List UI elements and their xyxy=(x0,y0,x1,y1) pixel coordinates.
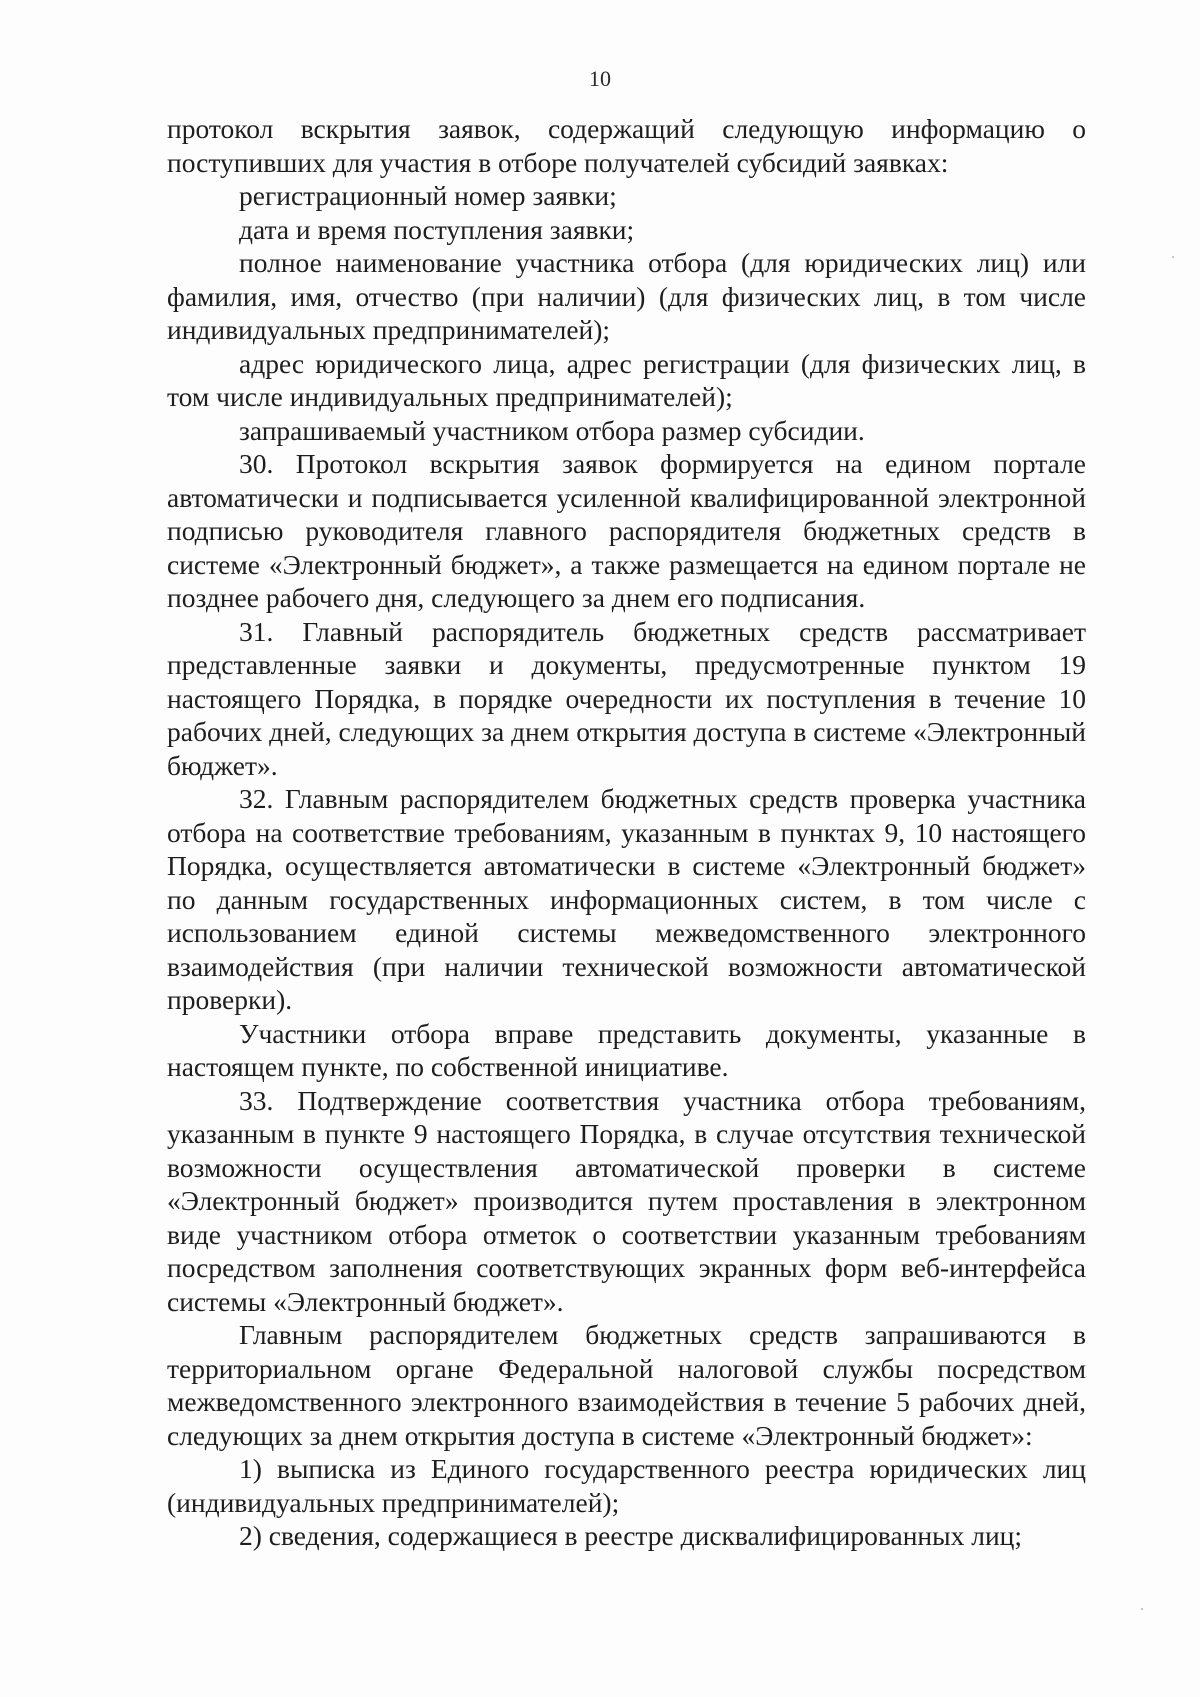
paragraph-protocol-intro: протокол вскрытия заявок, содержащий следующую информацию о поступивших для участия в отборе получателей субсидий заявках: xyxy=(167,113,1086,178)
paragraph-address: адрес юридического лица, адрес регистрации (для физических лиц, в том числе индивидуальных предпринимателей); xyxy=(167,347,1086,412)
paragraph-full-name: полное наименование участника отбора (для юридических лиц) или фамилия, имя, отчество (при наличии) (для физических лиц, в том числе индивидуальных предпринимателей); xyxy=(167,247,1086,345)
paragraph-item-30: 30. Протокол вскрытия заявок формируется на едином портале автоматически и подписывается усиленной квалифицированной электронной подписью руководителя главного распорядителя бюджетных средств в системе «Электронный бюджет», а также размещается на едином портале не позднее рабочего дня, следующего за днем его подписания. xyxy=(167,448,1086,613)
scan-speck xyxy=(1141,1608,1143,1610)
scan-speck xyxy=(1172,256,1174,258)
paragraph-item-33: 33. Подтверждение соответствия участника отбора требованиям, указанным в пункте 9 настоящего Порядка, в случае отсутствия технической возможности осуществления автоматической проверки в системе «Электронный бюджет» производится путем проставления в электронном виде участником отбора отметок о соответствии указанным требованиям посредством заполнения соответствующих экранных форм веб-интерфейса системы «Электронный бюджет». xyxy=(167,1084,1086,1317)
paragraph-item-31: 31. Главный распорядитель бюджетных средств рассматривает представленные заявки и документы, предусмотренные пунктом 19 настоящего Порядка, в порядке очередности их поступления в течение 10 рабочих дней, следующих за днем открытия доступа в системе «Электронный бюджет». xyxy=(167,615,1086,781)
page-number: 10 xyxy=(589,66,611,91)
paragraph-subsidy-size: запрашиваемый участником отбора размер субсидии. xyxy=(239,414,865,446)
paragraph-tax-request: Главным распорядителем бюджетных средств запрашиваются в территориальном органе Федеральной налоговой службы посредством межведомственного электронного взаимодействия в течение 5 рабочих дней, следующих за днем открытия доступа в системе «Электронный бюджет»: xyxy=(167,1319,1086,1451)
paragraph-item-32: 32. Главным распорядителем бюджетных средств проверка участника отбора на соответствие требованиям, указанным в пунктах 9, 10 настоящего Порядка, осуществляется автоматически в системе «Электронный бюджет» по данным государственных информационных систем, в том числе с использованием единой системы межведомственного электронного взаимодействия (при наличии технической возможности автоматической проверки). xyxy=(167,783,1086,1015)
document-body xyxy=(167,112,1086,1553)
paragraph-registration-number: регистрационный номер заявки; xyxy=(239,180,617,211)
paragraph-list-item-1: 1) выписка из Единого государственного реестра юридических лиц (индивидуальных предпринимателей); xyxy=(167,1453,1086,1518)
paragraph-participants-right: Участники отбора вправе представить документы, указанные в настоящем пункте, по собственной инициативе. xyxy=(167,1017,1086,1082)
paragraph-date-time: дата и время поступления заявки; xyxy=(239,213,635,245)
paragraph-list-item-2: 2) сведения, содержащиеся в реестре дисквалифицированных лиц; xyxy=(239,1520,1023,1551)
